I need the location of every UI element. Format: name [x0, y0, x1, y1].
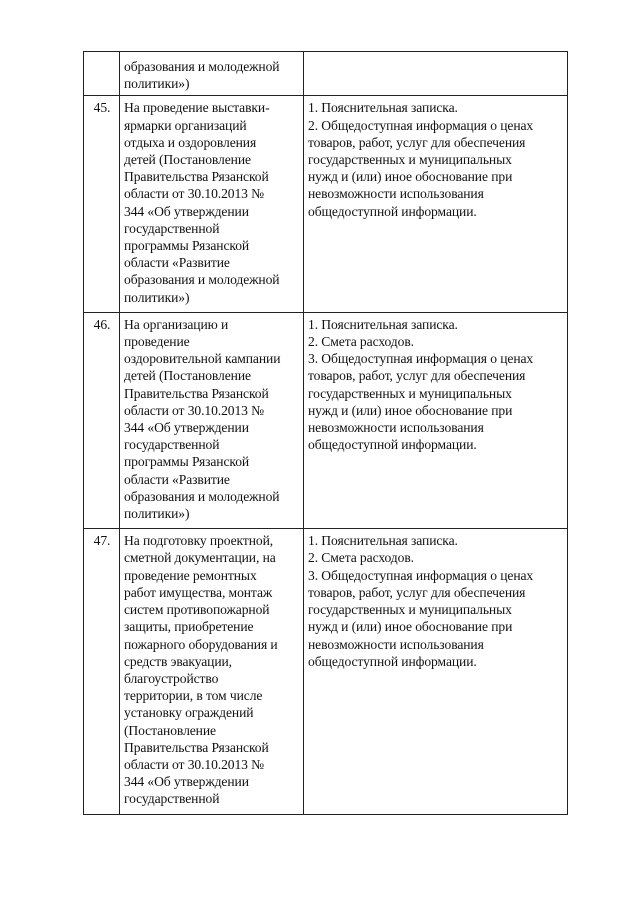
documents-line: общедоступной информации.	[308, 203, 477, 219]
documents-line: нужд и (или) иное обоснование при	[308, 402, 513, 418]
purpose-cell	[120, 96, 304, 312]
purpose-line: программы Рязанской	[124, 238, 250, 254]
purpose-line: детей (Постановление	[124, 368, 251, 384]
documents-line: невозможности использования	[308, 420, 484, 436]
documents-line: 1. Пояснительная записка.	[308, 316, 458, 332]
documents-line: государственных и муниципальных	[308, 385, 512, 401]
purpose-line: государственной	[124, 437, 220, 453]
documents-cell	[304, 529, 568, 814]
purpose-line: области от 30.10.2013 №	[124, 186, 265, 202]
purpose-line: ярмарки организаций	[124, 117, 247, 133]
purpose-cell	[120, 529, 304, 814]
row-number: 46.	[84, 312, 120, 528]
purpose-line: пожарного оборудования и	[124, 636, 278, 652]
purpose-line: сметной документации, на	[124, 550, 276, 566]
purpose-line: территории, в том числе	[124, 688, 263, 704]
table-row	[84, 96, 568, 312]
row-number: 47.	[84, 529, 120, 814]
purpose-line: государственной	[124, 791, 220, 807]
documents-line: 3. Общедоступная информация о ценах	[308, 567, 534, 583]
documents-cell	[304, 52, 568, 96]
documents-line: невозможности использования	[308, 186, 484, 202]
documents-line: товаров, работ, услуг для обеспечения	[308, 584, 526, 600]
documents-line: нужд и (или) иное обоснование при	[308, 169, 513, 185]
purpose-line: проведение	[124, 334, 190, 350]
documents-line: 1. Пояснительная записка.	[308, 533, 458, 549]
purpose-line: отдыха и оздоровления	[124, 134, 257, 150]
purpose-line: благоустройство	[124, 670, 219, 686]
purpose-cell	[120, 312, 304, 528]
purpose-line: области «Развитие	[124, 471, 230, 487]
table-row	[84, 52, 568, 96]
purpose-line: проведение ремонтных	[124, 567, 257, 583]
purpose-line: области от 30.10.2013 №	[124, 756, 265, 772]
purpose-line: Правительства Рязанской	[124, 169, 269, 185]
purpose-line: На проведение выставки-	[124, 100, 270, 116]
purpose-line: 344 «Об утверждении	[124, 203, 249, 219]
purpose-line: программы Рязанской	[124, 454, 250, 470]
purpose-cell	[120, 52, 304, 96]
documents-line: общедоступной информации.	[308, 437, 477, 453]
purpose-line: образования и молодежной	[124, 272, 280, 288]
documents-line: 1. Пояснительная записка.	[308, 100, 458, 116]
documents-line: невозможности использования	[308, 636, 484, 652]
table-row	[84, 312, 568, 528]
documents-line: товаров, работ, услуг для обеспечения	[308, 134, 526, 150]
purpose-line: 344 «Об утверждении	[124, 420, 249, 436]
purpose-line: детей (Постановление	[124, 152, 251, 168]
purpose-line: политики»)	[124, 506, 190, 522]
purpose-line: Правительства Рязанской	[124, 739, 269, 755]
documents-line: 3. Общедоступная информация о ценах	[308, 351, 534, 367]
documents-line: 2. Общедоступная информация о ценах	[308, 117, 534, 133]
purpose-line: 344 «Об утверждении	[124, 774, 249, 790]
purpose-line: На подготовку проектной,	[124, 533, 274, 549]
purpose-line: области «Развитие	[124, 255, 230, 271]
documents-line: государственных и муниципальных	[308, 152, 512, 168]
purpose-line: образования и молодежной	[124, 488, 280, 504]
purpose-line: средств эвакуации,	[124, 653, 232, 669]
purpose-line: систем противопожарной	[124, 602, 270, 618]
row-number	[84, 52, 120, 96]
purpose-line: (Постановление	[124, 722, 216, 738]
purpose-line: области от 30.10.2013 №	[124, 402, 265, 418]
table-row	[84, 529, 568, 814]
documents-cell	[304, 312, 568, 528]
purpose-line: защиты, приобретение	[124, 619, 254, 635]
documents-line: 2. Смета расходов.	[308, 550, 414, 566]
purpose-line: политики»)	[124, 289, 190, 305]
documents-line: 2. Смета расходов.	[308, 334, 414, 350]
purpose-line: политики»)	[124, 76, 190, 92]
documents-table	[83, 51, 568, 815]
purpose-line: образования и молодежной	[124, 59, 280, 74]
purpose-line: На организацию и	[124, 316, 229, 332]
documents-line: общедоступной информации.	[308, 653, 477, 669]
documents-line: государственных и муниципальных	[308, 602, 512, 618]
documents-line: нужд и (или) иное обоснование при	[308, 619, 513, 635]
purpose-line: работ имущества, монтаж	[124, 584, 273, 600]
purpose-line: оздоровительной кампании	[124, 351, 281, 367]
row-number: 45.	[84, 96, 120, 312]
table-body	[84, 52, 568, 815]
purpose-line: Правительства Рязанской	[124, 385, 269, 401]
documents-cell	[304, 96, 568, 312]
purpose-line: государственной	[124, 220, 220, 236]
purpose-line: установку ограждений	[124, 705, 254, 721]
documents-line: товаров, работ, услуг для обеспечения	[308, 368, 526, 384]
